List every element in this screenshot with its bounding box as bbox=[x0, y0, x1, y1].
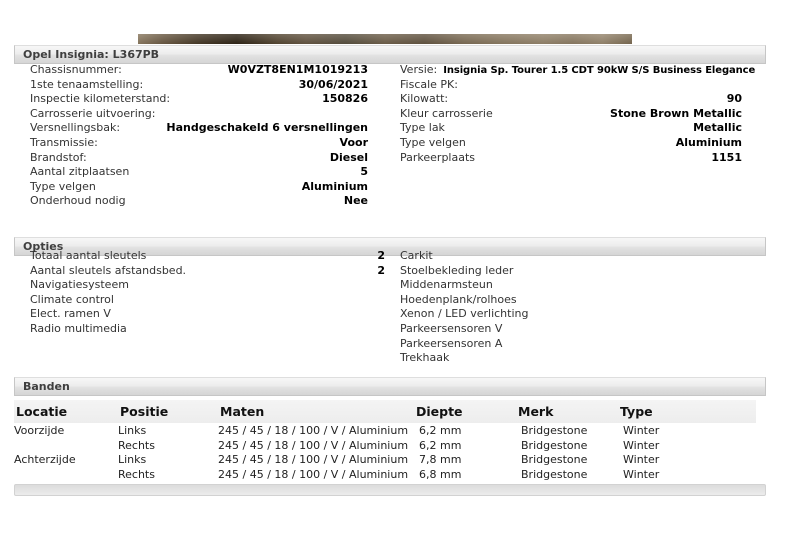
field-value: Nee bbox=[343, 194, 368, 208]
cell-positie: Links bbox=[118, 424, 147, 437]
option-label: Navigatiesysteem bbox=[30, 278, 129, 292]
option-label: Stoelbekleding leder bbox=[400, 263, 514, 277]
field-label: Transmissie: bbox=[30, 135, 98, 149]
field-label: 1ste tenaamstelling: bbox=[30, 77, 144, 91]
option-label: Middenarmsteun bbox=[400, 278, 493, 292]
field-row-parkeerplaats bbox=[400, 151, 742, 166]
field-label: Parkeerplaats bbox=[400, 150, 476, 164]
field-row-brandstof bbox=[30, 151, 368, 166]
field-label: Versnellingsbak: bbox=[30, 121, 121, 135]
field-label: Brandstof: bbox=[30, 150, 87, 164]
vehicle-photo-strip bbox=[138, 34, 632, 44]
field-label: Type velgen bbox=[30, 179, 96, 193]
opties-title: Opties bbox=[23, 240, 64, 253]
option-label: Aantal sleutels afstandsbed. bbox=[30, 263, 187, 277]
option-row-sleutels-afstandsbed bbox=[30, 264, 385, 279]
field-label: Onderhoud nodig bbox=[30, 194, 126, 208]
field-value: Diesel bbox=[329, 150, 368, 164]
option-row-totaal-sleutels bbox=[30, 249, 385, 264]
field-label: Aantal zitplaatsen bbox=[30, 165, 130, 179]
cell-diepte: 6,8 mm bbox=[419, 467, 462, 481]
cell-maten: 245 / 45 / 18 / 100 / V / Aluminium bbox=[218, 424, 409, 437]
column-header-diepte: Diepte bbox=[416, 404, 463, 419]
field-value: 5 bbox=[360, 165, 368, 179]
table-row-voorzijde-rechts bbox=[14, 439, 756, 454]
vehicle-details-left-column bbox=[30, 63, 368, 209]
cell-type: Winter bbox=[623, 424, 660, 437]
field-row-transmissie bbox=[30, 136, 368, 151]
option-row-trekhaak bbox=[400, 351, 730, 366]
field-value: Aluminium bbox=[301, 179, 368, 193]
option-label: Parkeersensoren A bbox=[400, 336, 503, 350]
cell-diepte: 7,8 mm bbox=[419, 453, 462, 466]
column-header-merk: Merk bbox=[518, 404, 554, 419]
option-value: 2 bbox=[377, 263, 385, 277]
banden-table-header bbox=[14, 400, 756, 423]
field-row-kilometerstand bbox=[30, 92, 368, 107]
cell-merk: Bridgestone bbox=[521, 467, 588, 481]
option-label: Hoedenplank/rolhoes bbox=[400, 292, 517, 306]
option-label: Elect. ramen V bbox=[30, 307, 111, 321]
option-row-hoedenplank bbox=[400, 293, 730, 308]
option-label: Parkeersensoren V bbox=[400, 321, 503, 335]
cell-type: Winter bbox=[623, 467, 660, 481]
option-label: Xenon / LED verlichting bbox=[400, 307, 529, 321]
table-row-achterzijde-links bbox=[14, 453, 756, 468]
cell-diepte: 6,2 mm bbox=[419, 438, 462, 452]
field-value: Stone Brown Metallic bbox=[610, 106, 742, 120]
vehicle-title: Opel Insignia: L367PB bbox=[23, 48, 160, 61]
option-label: Climate control bbox=[30, 292, 114, 306]
option-row-middenarmsteun bbox=[400, 278, 730, 293]
cell-locatie bbox=[14, 439, 118, 454]
field-row-type-velgen bbox=[30, 180, 368, 195]
column-header-type: Type bbox=[620, 404, 653, 419]
column-header-maten: Maten bbox=[220, 404, 265, 419]
field-value: 30/06/2021 bbox=[298, 77, 368, 91]
field-row-type-lak bbox=[400, 121, 742, 136]
cell-merk: Bridgestone bbox=[521, 438, 588, 452]
field-row-zitplaatsen bbox=[30, 165, 368, 180]
field-label: Inspectie kilometerstand: bbox=[30, 92, 171, 106]
field-label: Type lak bbox=[400, 121, 445, 135]
option-row-navigatiesysteem bbox=[30, 278, 385, 293]
cell-type: Winter bbox=[623, 453, 660, 466]
field-value: Metallic bbox=[693, 121, 742, 135]
option-label: Trekhaak bbox=[400, 351, 450, 365]
cell-locatie bbox=[14, 468, 118, 483]
opties-left-column bbox=[30, 249, 385, 337]
field-label: Versie: bbox=[400, 63, 438, 76]
field-value: 150826 bbox=[322, 92, 368, 106]
option-label: Carkit bbox=[400, 249, 433, 262]
cell-merk: Bridgestone bbox=[521, 424, 588, 437]
field-value: 1151 bbox=[711, 150, 742, 164]
cell-maten: 245 / 45 / 18 / 100 / V / Aluminium bbox=[218, 467, 409, 481]
vehicle-details-right-column bbox=[400, 63, 756, 165]
field-row-onderhoud-nodig bbox=[30, 194, 368, 209]
option-row-xenon-led bbox=[400, 307, 730, 322]
field-label: Kilowatt: bbox=[400, 92, 449, 106]
banden-title: Banden bbox=[23, 380, 70, 393]
field-row-carrosserie-uitvoering bbox=[30, 107, 368, 122]
field-value: Voor bbox=[339, 135, 368, 149]
field-value: 90 bbox=[726, 92, 742, 106]
cell-positie: Rechts bbox=[118, 438, 155, 452]
cell-positie: Rechts bbox=[118, 467, 155, 481]
section-bar-footer bbox=[14, 484, 766, 496]
field-label: Carrosserie uitvoering: bbox=[30, 106, 156, 120]
section-bar-banden bbox=[14, 377, 766, 396]
field-label: Fiscale PK: bbox=[400, 77, 458, 91]
cell-diepte: 6,2 mm bbox=[419, 424, 462, 437]
field-row-versie bbox=[400, 63, 756, 78]
field-row-versnellingsbak bbox=[30, 121, 368, 136]
option-row-climate-control bbox=[30, 293, 385, 308]
cell-locatie: Voorzijde bbox=[14, 424, 65, 437]
option-row-radio-multimedia bbox=[30, 322, 385, 337]
field-label: Kleur carrosserie bbox=[400, 106, 493, 120]
column-header-locatie: Locatie bbox=[16, 404, 68, 419]
field-value: W0VZT8EN1M1019213 bbox=[227, 63, 368, 76]
cell-type: Winter bbox=[623, 438, 660, 452]
field-row-fiscale-pk bbox=[400, 78, 742, 93]
option-row-carkit bbox=[400, 249, 730, 264]
field-label: Type velgen bbox=[400, 135, 466, 149]
field-value: Insignia Sp. Tourer 1.5 CDT 90kW S/S Business Elegance bbox=[443, 65, 756, 76]
field-row-type-velgen-rechts bbox=[400, 136, 742, 151]
field-value: Handgeschakeld 6 versnellingen bbox=[166, 121, 368, 135]
option-row-stoelbekleding bbox=[400, 264, 730, 279]
option-row-parkeersensoren-v bbox=[400, 322, 730, 337]
cell-positie: Links bbox=[118, 453, 147, 466]
option-label: Radio multimedia bbox=[30, 321, 127, 335]
column-header-positie: Positie bbox=[120, 404, 169, 419]
table-row-voorzijde-links bbox=[14, 424, 756, 439]
cell-locatie: Achterzijde bbox=[14, 453, 76, 466]
field-label: Chassisnummer: bbox=[30, 63, 122, 76]
cell-merk: Bridgestone bbox=[521, 453, 588, 466]
field-row-kleur-carrosserie bbox=[400, 107, 742, 122]
section-bar-vehicle bbox=[14, 45, 766, 64]
field-row-kilowatt bbox=[400, 92, 742, 107]
cell-maten: 245 / 45 / 18 / 100 / V / Aluminium bbox=[218, 453, 409, 466]
field-value: Aluminium bbox=[675, 135, 742, 149]
opties-right-column bbox=[400, 249, 730, 366]
option-row-elect-ramen bbox=[30, 307, 385, 322]
option-row-parkeersensoren-a bbox=[400, 337, 730, 352]
option-value: 2 bbox=[377, 249, 385, 262]
cell-maten: 245 / 45 / 18 / 100 / V / Aluminium bbox=[218, 438, 409, 452]
option-label: Totaal aantal sleutels bbox=[30, 249, 147, 262]
field-row-tenaamstelling bbox=[30, 78, 368, 93]
field-row-chassisnummer bbox=[30, 63, 368, 78]
table-row-achterzijde-rechts bbox=[14, 468, 756, 483]
